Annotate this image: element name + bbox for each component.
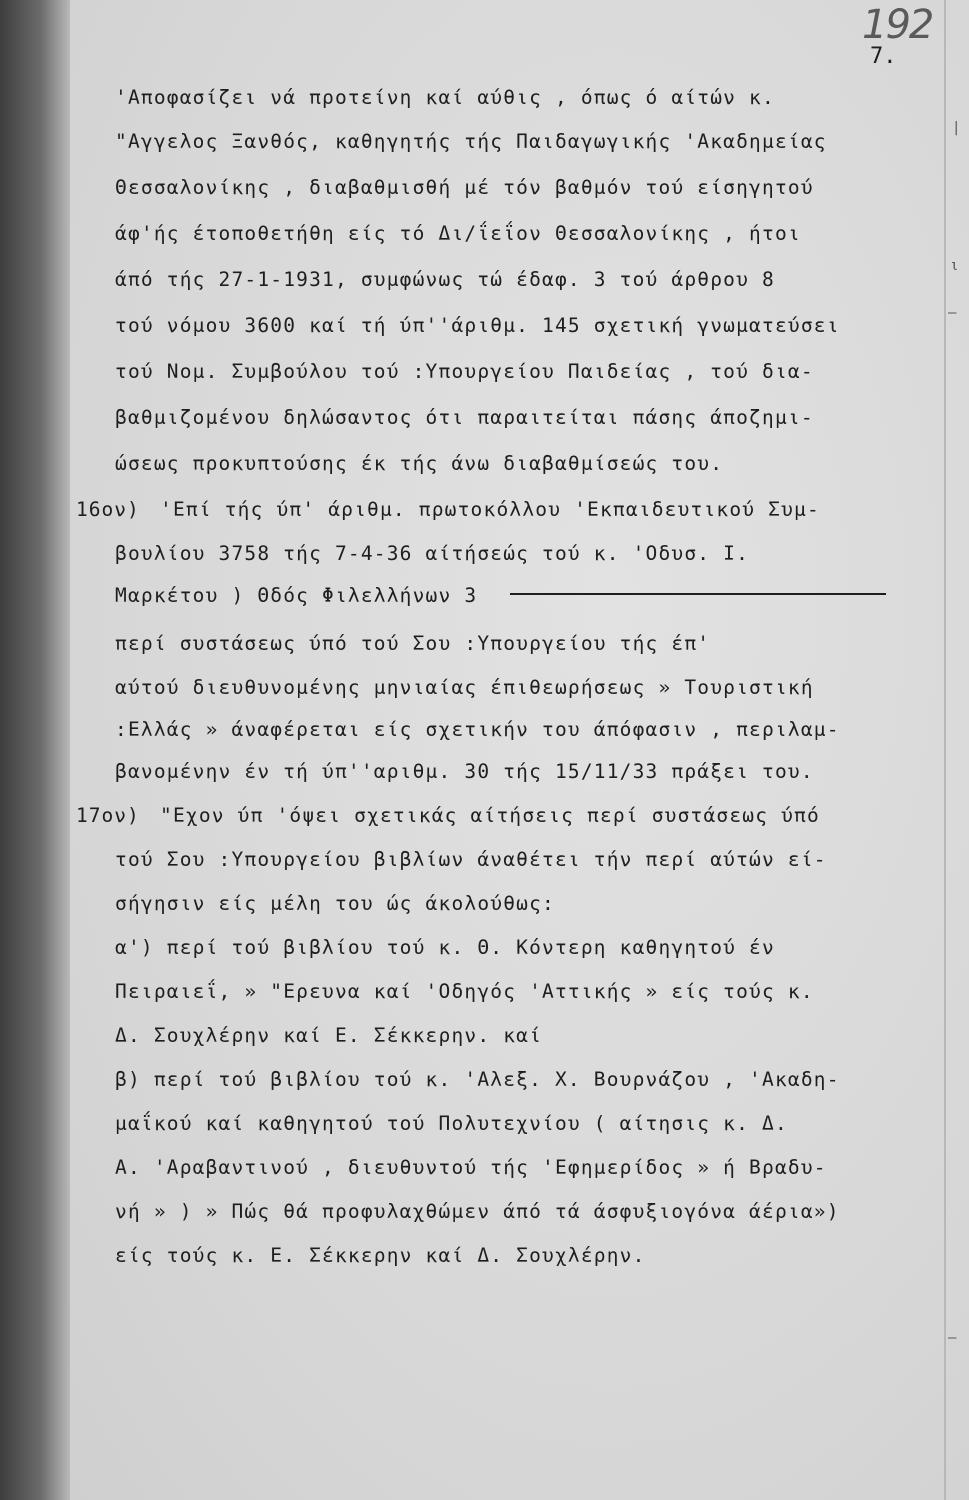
text-line: 'Αποφασίζει νά προτείνη καί αύθις , όπως ό αίτών κ.	[115, 86, 775, 109]
text-line: ώσεως προκυπτούσης έκ τής άνω διαβαθμίσεώς του.	[115, 452, 724, 475]
text-line: Πειραιεΐ, » "Ερευνα καί 'Οδηγός 'Αττικής » είς τούς κ.	[115, 980, 814, 1003]
text-line: βανομένην έν τή ύπ''αριθμ. 30 τής 15/11/33 πράξει του.	[115, 760, 814, 783]
page-number: 7.	[870, 44, 897, 69]
text-line: Δ. Σουχλέρην καί Ε. Σέκκερην. καί	[115, 1024, 543, 1047]
margin-mark: ι	[950, 258, 959, 274]
margin-mark: —	[948, 305, 957, 321]
text-line: είς τούς κ. Ε. Σέκκερην καί Δ. Σουχλέρην.	[115, 1244, 646, 1267]
text-line: μαΐκού καί καθηγητού τού Πολυτεχνίου ( αίτησις κ. Δ.	[115, 1112, 788, 1135]
text-line: βουλίου 3758 τής 7-4-36 αίτήσεώς τού κ. 'Οδυσ. Ι.	[115, 542, 750, 565]
text-line: Α. 'Αραβαντινού , διευθυντού τής 'Εφημερίδος » ή Βραδυ-	[115, 1156, 827, 1179]
text-line: Μαρκέτου ) Θδός Φιλελλήνων 3	[115, 584, 478, 607]
underline-rule	[510, 593, 886, 595]
scan-binding-edge	[0, 0, 78, 1500]
margin-mark: —	[948, 1330, 957, 1346]
text-line: τού Σου :Υπουργείου βιβλίων άναθέτει τήν περί αύτών εί-	[115, 848, 827, 871]
text-line: αύτού διευθυνομένης μηνιαίας έπιθεωρήσεως » Τουριστική	[115, 676, 814, 699]
archive-number: 192	[862, 2, 933, 48]
text-line: βαθμιζομένου δηλώσαντος ότι παραιτείται πάσης άποζημι-	[115, 406, 814, 429]
text-line: Θεσσαλονίκης , διαβαθμισθή μέ τόν βαθμόν τού είσηγητού	[115, 176, 814, 199]
text-line: 'Επί τής ύπ' άριθμ. πρωτοκόλλου 'Εκπαιδευτικού Συμ-	[160, 498, 820, 521]
text-line: "Αγγελος Ξανθός, καθηγητής τής Παιδαγωγικής 'Ακαδημείας	[115, 130, 827, 153]
text-line: περί συστάσεως ύπό τού Σου :Υπουργείου τής έπ'	[115, 632, 711, 655]
text-line: β) περί τού βιβλίου τού κ. 'Αλεξ. Χ. Βουρνάζου , 'Ακαδη-	[115, 1068, 840, 1091]
margin-mark: |	[952, 120, 961, 136]
margin-rule	[944, 0, 946, 1500]
item-number-17: 17ον)	[76, 804, 140, 827]
text-line: τού Νομ. Συμβούλου τού :Υπουργείου Παιδείας , τού δια-	[115, 360, 814, 383]
text-line: τού νόμου 3600 καί τή ύπ''άριθμ. 145 σχετική γνωματεύσει	[115, 314, 840, 337]
text-line: νή » ) » Πώς θά προφυλαχθώμεν άπό τά άσφυξιογόνα άέρια»)	[115, 1200, 840, 1223]
text-line: :Ελλάς » άναφέρεται είς σχετικήν του άπόφασιν , περιλαμ-	[115, 718, 840, 741]
text-line: σήγησιν είς μέλη του ώς άκολούθως:	[115, 892, 555, 915]
text-line: "Εχον ύπ 'όψει σχετικάς αίτήσεις περί συστάσεως ύπό	[160, 804, 820, 827]
text-line: α') περί τού βιβλίου τού κ. Θ. Κόντερη καθηγητού έν	[115, 936, 775, 959]
text-line: άπό τής 27-1-1931, συμφώνως τώ έδαφ. 3 τού άρθρου 8	[115, 268, 775, 291]
item-number-16: 16ον)	[76, 498, 140, 521]
text-line: άφ'ής έτοποθετήθη είς τό Δι/ΐεΐον Θεσσαλονίκης , ήτοι	[115, 222, 801, 245]
